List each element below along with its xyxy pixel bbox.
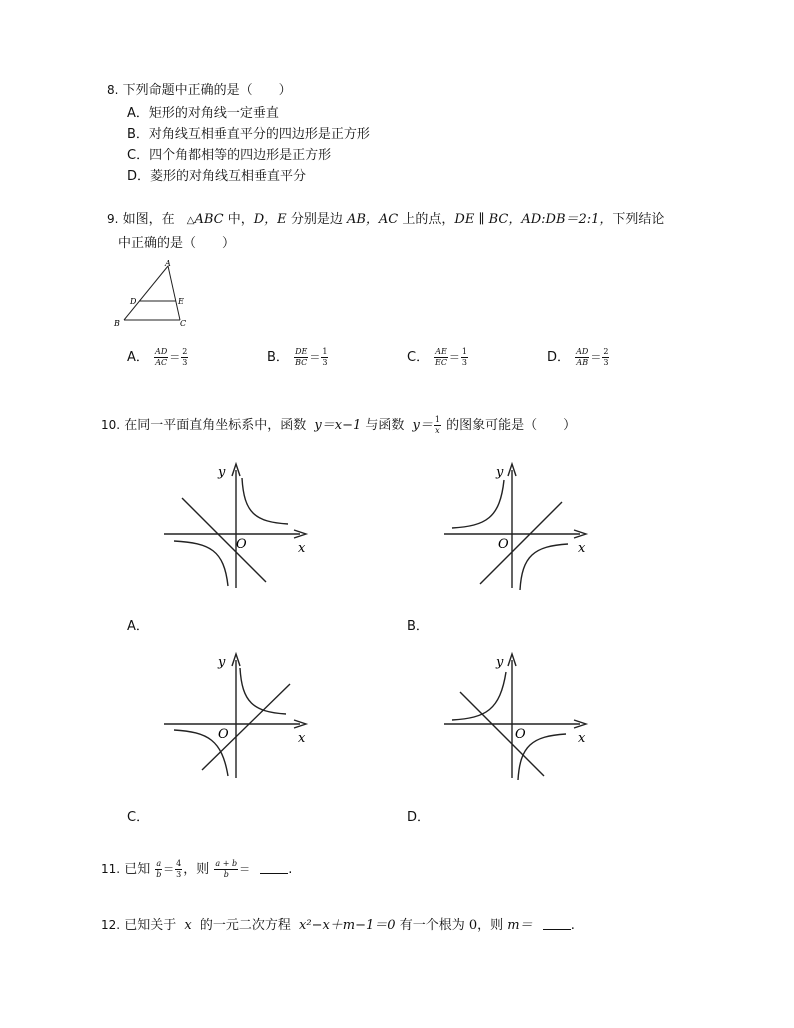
axis-y-label: y xyxy=(218,655,226,670)
option-value xyxy=(181,348,188,367)
question-9-stem-line2: 中正确的是（ ） xyxy=(118,236,236,251)
line-graph xyxy=(202,684,290,770)
option-fraction xyxy=(575,348,589,367)
question-text: 已知关于 xyxy=(124,918,177,933)
line-graph xyxy=(460,692,544,776)
question-number: 11. xyxy=(101,862,121,876)
q10-option-b: B． xyxy=(407,619,429,634)
numerator: 2 xyxy=(603,347,609,356)
option-fraction xyxy=(434,348,448,367)
graph-option-c xyxy=(160,648,315,788)
q10-option-d: D． xyxy=(407,810,431,825)
label-e: E xyxy=(178,297,184,306)
quadratic-equation: x²−x＋m−1＝0 xyxy=(299,918,396,933)
hyperbola-branch-1 xyxy=(452,480,504,528)
question-text: 分别是边 xyxy=(290,212,343,227)
triangle-symbol: △ xyxy=(186,215,195,226)
q9-option-a: A． $\frac{AD}{AC}$ ＝ $\frac{2}{3}$ xyxy=(127,347,188,367)
graph-option-b xyxy=(440,458,595,598)
answer-blank[interactable] xyxy=(543,917,571,930)
axis-y-label: y xyxy=(496,465,504,480)
numerator: a + b xyxy=(215,859,238,868)
hyperbola-branch-2 xyxy=(520,544,568,590)
question-text: 如图，在 xyxy=(122,212,175,227)
function-linear: y＝x−1 xyxy=(314,418,362,433)
fraction-value xyxy=(175,860,182,879)
q9-option-b: B． $\frac{DE}{BC}$ ＝ $\frac{1}{3}$ xyxy=(267,347,328,367)
denominator: 3 xyxy=(461,358,467,367)
answer-blank[interactable] xyxy=(260,861,288,874)
axis-y-label: y xyxy=(496,655,504,670)
question-text: 已知 xyxy=(124,862,151,877)
option-label: D． xyxy=(547,350,571,365)
q10-option-a: A． xyxy=(127,619,149,634)
numerator: 1 xyxy=(322,347,328,356)
fraction-a-over-b xyxy=(155,860,162,879)
origin-label: O xyxy=(515,727,526,742)
denominator: AB xyxy=(576,358,589,367)
question-text: 的图象可能是（ ） xyxy=(446,418,577,433)
origin-label: O xyxy=(218,727,229,742)
option-label: A． xyxy=(127,350,149,365)
question-text: 下列结论 xyxy=(612,212,665,227)
edge-ab xyxy=(124,266,168,320)
origin-label: O xyxy=(498,537,509,552)
origin-label: O xyxy=(236,537,247,552)
denominator: b xyxy=(156,870,162,879)
option-fraction xyxy=(154,348,168,367)
axis-x-label: x xyxy=(578,731,586,746)
numerator: a xyxy=(156,859,162,868)
axis-y-label: y xyxy=(218,465,226,480)
question-number: 8. xyxy=(107,83,119,97)
question-8-stem xyxy=(107,79,292,98)
function-reciprocal-lhs: y＝ xyxy=(412,418,433,433)
question-text: 的一元二次方程 xyxy=(199,918,291,933)
denominator: EC xyxy=(435,358,448,367)
numerator: 1 xyxy=(434,415,440,424)
condition-parallel: DE ∥ BC，AD:DB＝2:1， xyxy=(454,212,613,227)
axis-x-label: x xyxy=(578,541,586,556)
period: . xyxy=(288,862,293,877)
m-equals: m＝ xyxy=(507,918,533,933)
question-text: ，则 xyxy=(183,862,210,877)
option-value xyxy=(461,348,468,367)
triangle-figure xyxy=(112,256,192,332)
denominator: 3 xyxy=(182,358,188,367)
question-11 xyxy=(101,858,292,879)
question-text: 在同一平面直角坐标系中，函数 xyxy=(124,418,307,433)
q9-option-c: C． $\frac{AE}{EC}$ ＝ $\frac{1}{3}$ xyxy=(407,347,467,367)
hyperbola-branch-1 xyxy=(242,478,288,524)
question-9-stem xyxy=(107,208,664,227)
equals-sign: ＝ xyxy=(239,863,251,876)
numerator: DE xyxy=(295,347,308,356)
label-b: B xyxy=(114,319,120,328)
numerator: AD xyxy=(576,347,589,356)
hyperbola-branch-1 xyxy=(452,672,506,720)
period: . xyxy=(570,918,575,933)
numerator: 1 xyxy=(461,347,467,356)
question-12 xyxy=(101,914,575,933)
question-number: 10. xyxy=(101,418,121,432)
graph-option-d xyxy=(440,648,595,788)
function-reciprocal-fraction xyxy=(434,416,441,435)
option-value xyxy=(321,348,328,367)
denominator: BC xyxy=(295,358,308,367)
q8-option-c: C．四个角都相等的四边形是正方形 xyxy=(127,148,332,163)
question-number: 9. xyxy=(107,212,119,226)
graph-option-a xyxy=(160,458,315,598)
label-d: D xyxy=(130,297,137,306)
label-a: A xyxy=(165,259,171,268)
q10-option-c: C． xyxy=(127,810,150,825)
edges-ab-ac: AB，AC xyxy=(346,212,399,227)
triangle-abc: ABC xyxy=(194,212,224,227)
question-text: 中， xyxy=(227,212,254,227)
variable-x: x xyxy=(184,918,192,933)
numerator: 4 xyxy=(176,859,182,868)
q8-option-b: B．对角线互相垂直平分的四边形是正方形 xyxy=(127,127,370,142)
hyperbola-branch-1 xyxy=(240,668,286,714)
numerator: 2 xyxy=(182,347,188,356)
question-number: 12. xyxy=(101,918,121,932)
hyperbola-branch-2 xyxy=(174,541,228,586)
option-label: B． xyxy=(267,350,289,365)
question-text: 与函数 xyxy=(365,418,405,433)
question-text: 上的点， xyxy=(402,212,455,227)
fraction-a-plus-b-over-b xyxy=(214,860,238,879)
denominator: b xyxy=(223,870,229,879)
question-text: 下列命题中正确的是（ ） xyxy=(122,83,292,98)
denominator: AC xyxy=(155,358,168,367)
points-de: D，E xyxy=(253,212,287,227)
numerator: AE xyxy=(435,347,447,356)
numerator: AD xyxy=(155,347,168,356)
denominator: x xyxy=(435,426,440,435)
question-10-stem xyxy=(101,414,576,435)
option-label: C． xyxy=(407,350,430,365)
equals-sign: ＝ xyxy=(163,863,175,876)
denominator: 3 xyxy=(322,358,328,367)
q8-option-a: A．矩形的对角线一定垂直 xyxy=(127,106,279,121)
option-value xyxy=(602,348,609,367)
edge-ac xyxy=(168,266,180,320)
root-value: 0，则 xyxy=(468,918,504,933)
denominator: 3 xyxy=(603,358,609,367)
axis-x-label: x xyxy=(298,731,306,746)
q9-option-d: D． $\frac{AD}{AB}$ ＝ $\frac{2}{3}$ xyxy=(547,347,609,367)
q8-option-d: D．菱形的对角线互相垂直平分 xyxy=(127,169,307,184)
question-text: 有一个根为 xyxy=(399,918,465,933)
label-c: C xyxy=(180,319,187,328)
axis-x-label: x xyxy=(298,541,306,556)
option-fraction xyxy=(294,348,308,367)
denominator: 3 xyxy=(176,870,182,879)
